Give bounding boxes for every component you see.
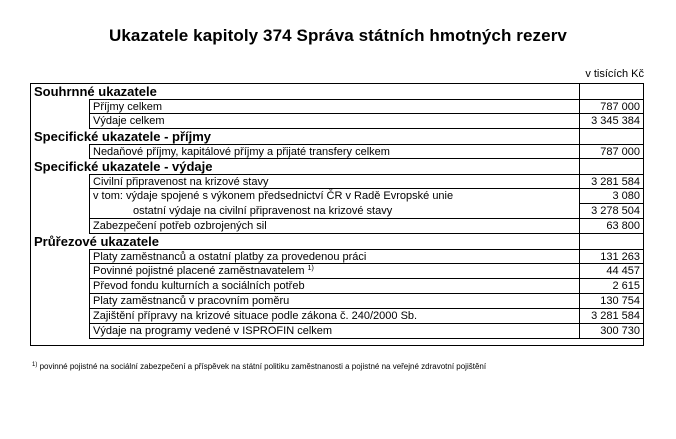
row-label: ostatní výdaje na civilní připravenost na krizové stavy <box>133 205 393 217</box>
row-value: 3 080 <box>579 189 643 204</box>
row-label: Povinné pojistné placené zaměstnavatelem <box>93 265 305 277</box>
row-value: 3 281 584 <box>579 309 643 324</box>
section-row-spec-vydaje <box>31 159 643 174</box>
value-column-cell <box>579 129 643 144</box>
section-heading: Specifické ukazatele - výdaje <box>34 159 213 174</box>
section-row-prurezove <box>31 234 643 249</box>
row-value: 787 000 <box>579 144 643 159</box>
table-row <box>31 309 643 324</box>
table-row <box>31 204 643 219</box>
row-label: Zabezpečení potřeb ozbrojených sil <box>89 219 579 234</box>
row-value: 787 000 <box>579 99 643 114</box>
table-row <box>31 219 643 234</box>
table-row <box>31 174 643 189</box>
row-label: Platy zaměstnanců v pracovním poměru <box>89 294 579 309</box>
value-column-cell <box>579 159 643 174</box>
row-value: 44 457 <box>579 264 643 279</box>
row-label: Civilní připravenost na krizové stavy <box>89 174 579 189</box>
table-row <box>31 294 643 309</box>
row-label: Nedaňové příjmy, kapitálové příjmy a přijaté transfery celkem <box>89 144 579 159</box>
indicators-table <box>30 83 644 346</box>
row-label-with-footnote <box>89 264 579 279</box>
table-row <box>31 249 643 264</box>
row-value: 63 800 <box>579 219 643 234</box>
section-heading: Průřezové ukazatele <box>34 234 160 249</box>
row-label: Převod fondu kulturních a sociálních potřeb <box>89 279 579 294</box>
table-row <box>31 324 643 339</box>
row-label: v tom: výdaje spojené s výkonem předsednictví ČR v Radě Evropské unie <box>89 189 579 204</box>
footnote <box>32 362 486 371</box>
unit-label: v tisících Kč <box>585 68 644 80</box>
table-row <box>31 144 643 159</box>
row-label: Výdaje celkem <box>89 114 579 129</box>
row-value: 130 754 <box>579 294 643 309</box>
row-label: Výdaje na programy vedené v ISPROFIN celkem <box>89 324 579 339</box>
table-row <box>31 189 643 204</box>
row-value: 3 281 584 <box>579 174 643 189</box>
row-value: 2 615 <box>579 279 643 294</box>
value-column-cell <box>579 234 643 249</box>
row-value: 3 345 384 <box>579 114 643 129</box>
value-column-cell <box>579 84 643 99</box>
row-value: 300 730 <box>579 324 643 339</box>
footnote-text: povinné pojistné na sociální zabezpečení a příspěvek na státní politiku zaměstnanosti a pojistné na veřejné zdravotní pojištění <box>39 362 487 371</box>
table-row <box>31 264 643 279</box>
section-heading: Specifické ukazatele - příjmy <box>34 129 212 144</box>
section-heading: Souhrnné ukazatele <box>34 84 157 99</box>
section-row-spec-prijmy <box>31 129 643 144</box>
row-value: 3 278 504 <box>579 204 643 219</box>
section-row-souhrnne <box>31 84 643 99</box>
table-row <box>31 279 643 294</box>
row-label-indented <box>89 204 579 219</box>
row-label: Příjmy celkem <box>89 99 579 114</box>
table-row <box>31 114 643 129</box>
row-label: Platy zaměstnanců a ostatní platby za provedenou práci <box>89 249 579 264</box>
row-value: 131 263 <box>579 249 643 264</box>
footnote-mark: 1) <box>32 362 38 368</box>
footnote-ref: 1) <box>307 265 314 272</box>
row-label: Zajištění přípravy na krizové situace podle zákona č. 240/2000 Sb. <box>89 309 579 324</box>
page-title: Ukazatele kapitoly 374 Správa státních hmotných rezerv <box>109 26 567 45</box>
table-row <box>31 99 643 114</box>
